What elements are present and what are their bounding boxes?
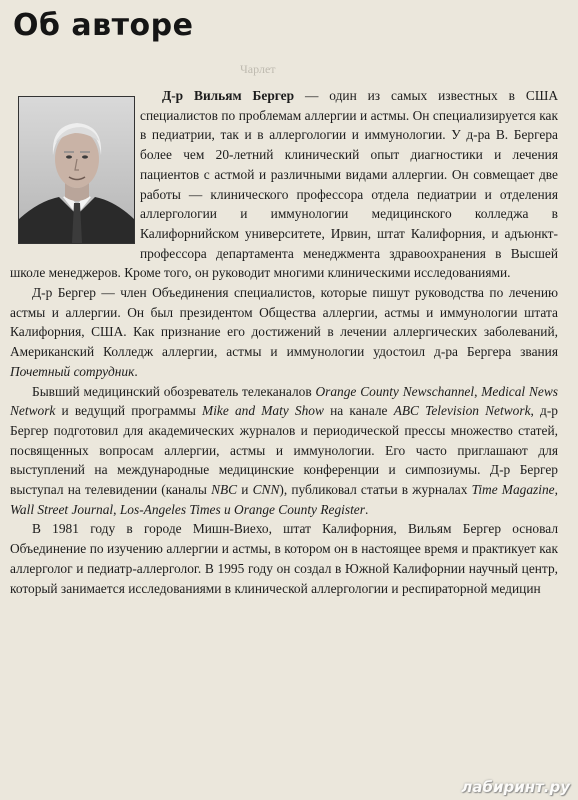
watermark-logo: лабиринт.ру <box>461 778 570 796</box>
text-run: , д-р Бергер подготовил для академических журналов и периодической прессы множество статей, посвященных вопросам аллергии, астмы и иммунологии. Его часто приглашают для выступлений на международные медицинские конференции и симпозиумы. Д-р Бергер выступал на телевидении (каналы <box>10 403 559 498</box>
paragraph-intro-text: — один из самых известных в США специалистов по проблемам аллергии и астмы. Он специализируется как в педиатрии, так и в аллергологии и иммунологии. У д-ра В. Бергера более чем 20-летний клинический опыт диагностики и лечения пациентов с астмой и различными видами аллергии. Он совмещает две работы — клинического профессора отдела педиатрии и отделения аллергологии и иммунологии медицинского колледжа в Калифорнийском университете, Ирвин, штат Калифорния, и адъюнкт-профессора департамента менеджмента здравоохранения в Высшей школе менеджеров. Кроме того, он руководит многими клиническими исследованиями. <box>10 88 558 281</box>
biography-text <box>10 86 558 598</box>
text-run: . <box>364 501 369 517</box>
text-run: Бывший медицинский обозреватель телеканалов <box>32 383 316 399</box>
paragraph-foundation-text: В 1981 году в городе Мишн-Виехо, штат Калифорния, Вильям Бергер основал Объединение по изучению аллергии и астмы, в котором он в настоящее время и практикует как аллерголог и педиатр-аллерголог. В 1995 году он создал в Южной Калифорнии научный центр, который занимается исследованиями в клинической аллергологии и респираторной медицин <box>10 521 558 596</box>
author-name: Д-р Вильям Бергер <box>162 88 295 103</box>
journal-name: Los-Angeles Times и Orange County Register <box>119 501 365 517</box>
paragraph-foundation <box>10 519 558 598</box>
journal-name: Wall Street Journal <box>10 501 114 517</box>
bleed-through-text: Чарлет <box>240 62 276 76</box>
page-title: Об авторе <box>13 8 194 43</box>
text-run: ), публиковал статьи в журналах <box>279 482 472 498</box>
paragraph-associations-text: Д-р Бергер — член Объединения специалистов, которые пишут руководства по лечению астмы и аллергии. Он был президентом Общества аллергии, астмы и иммунологии штата Калифорния, США. Как признание его достижений в лечении аллергических заболеваний, Американский Колледж аллергии, астмы и иммунологии удостоил д-ра Бергера звания <box>10 285 558 360</box>
text-run: , <box>113 501 120 517</box>
photo-spacer <box>10 86 140 244</box>
paragraph-associations <box>10 283 558 382</box>
show-name: Mike and Maty Show <box>202 403 324 419</box>
paragraph-media <box>10 382 558 520</box>
text-run: , <box>474 383 482 399</box>
channel-name: ABC Television Network <box>393 403 531 419</box>
channel-name: CNN <box>252 482 280 498</box>
channel-name: Orange County Newschannel <box>315 383 475 399</box>
punct: . <box>134 363 138 379</box>
text-run: на канале <box>323 403 394 419</box>
text-run: , <box>554 482 558 498</box>
channel-name: Medical News Network <box>10 383 558 419</box>
text-run: и ведущий программы <box>55 403 203 419</box>
channel-name: NBC <box>211 482 238 498</box>
honor-title: Почетный сотрудник <box>10 363 135 379</box>
text-run: и <box>237 482 253 498</box>
journal-name: Time Magazine <box>471 482 555 498</box>
